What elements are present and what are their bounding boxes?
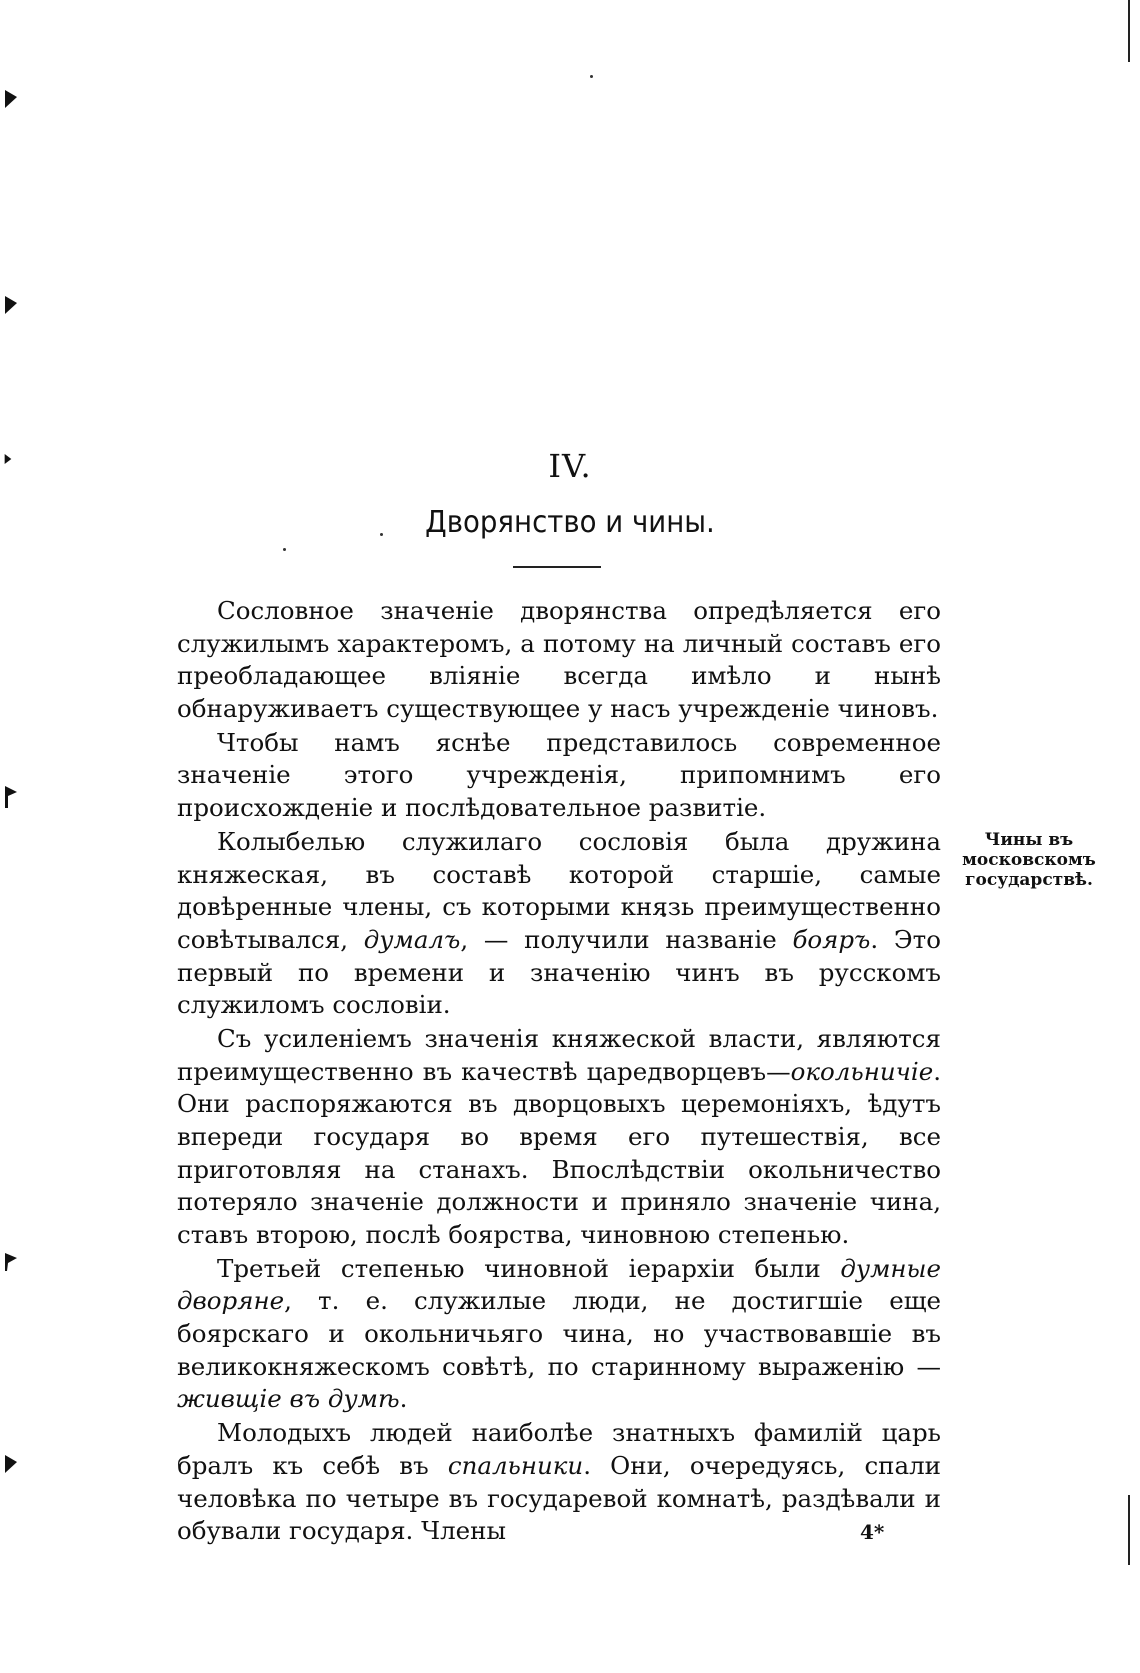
ink-speck: [590, 75, 593, 78]
text-run: . Это первый по времени и значенію чинъ въ русскомъ служиломъ сословіи.: [177, 924, 941, 1020]
page-edge-line: [1128, 1495, 1130, 1565]
body-text: [177, 595, 941, 1549]
text-run: Третьей степенью чиновной іерархіи были: [217, 1253, 841, 1283]
text-run: Колыбелью служилаго сословія была дружина княжеская, въ составѣ которой старшіе, самые довѣренные члены, съ которыми князь преимущественно совѣтывался,: [177, 827, 941, 954]
text-run: , т. е. служилые люди, не достигшіе еще боярскаго и окольничьяго чина, но участвовавшіе въ великокняжескомъ совѣтѣ, по старинному выраженію —: [177, 1286, 941, 1381]
title-divider: [513, 566, 601, 568]
ink-speck: [283, 548, 286, 551]
text-run: , — получили названіе: [460, 924, 793, 954]
text-run: Сословное значеніе дворянства опредѣляется его служилымъ характеромъ, а потому на личный составъ его преобладающее вліяніе всегда имѣло и нынѣ обнаруживаетъ существующее у насъ учрежденіе чиновъ.: [177, 596, 941, 723]
binding-mark-icon: [4, 1253, 18, 1271]
paragraph: [177, 1417, 941, 1547]
paragraph: [177, 595, 941, 725]
page-signature: 4*: [860, 1520, 885, 1544]
page-edge-line: [1128, 0, 1130, 62]
chapter-title: Дворянство и чины.: [425, 505, 715, 540]
binding-mark-icon: [4, 786, 18, 808]
italic-term: живщіе въ думѣ: [177, 1384, 400, 1414]
text-run: Чтобы намъ яснѣе представилось современное значеніе этого учрежденія, припомнимъ его происхожденіе и послѣдовательное развитіе.: [177, 727, 941, 823]
text-run: .: [399, 1384, 408, 1414]
italic-term: окольничіе: [790, 1056, 934, 1086]
text-run: Молодыхъ людей наиболѣе знатныхъ фамилій царь бралъ къ себѣ въ: [177, 1418, 941, 1480]
marginal-note: Чины въ московскомъ государствѣ.: [962, 830, 1096, 890]
paragraph: [177, 826, 941, 1022]
paragraph: [177, 1023, 941, 1251]
italic-term: спальники: [447, 1450, 584, 1480]
chapter-number: IV.: [548, 447, 592, 485]
text-run: . Они, очередуясь, спали человѣка по четыре въ государевой комнатѣ, раздѣвали и обували государя. Члены: [177, 1450, 941, 1546]
paragraph: [177, 727, 941, 825]
text-run: . Они распоряжаются въ дворцовыхъ церемоніяхъ, ѣдутъ впереди государя во время его путешествія, все приготовляя на станахъ. Впослѣдствіи окольничество потеряло значеніе должности и приняло значеніе чина, ставъ второю, послѣ боярства, чиновною степенью.: [177, 1056, 941, 1249]
italic-term: думалъ: [363, 924, 461, 954]
italic-term: бояръ: [792, 924, 871, 954]
binding-mark-icon: [4, 1455, 18, 1473]
italic-term: думные дворяне: [177, 1253, 941, 1316]
binding-mark-icon: [4, 90, 18, 108]
paragraph: [177, 1253, 941, 1416]
text-run: Съ усиленіемъ значенія княжеской власти, являются преимущественно въ качествѣ царедворцевъ—: [177, 1024, 941, 1086]
binding-mark-icon: [4, 296, 18, 314]
